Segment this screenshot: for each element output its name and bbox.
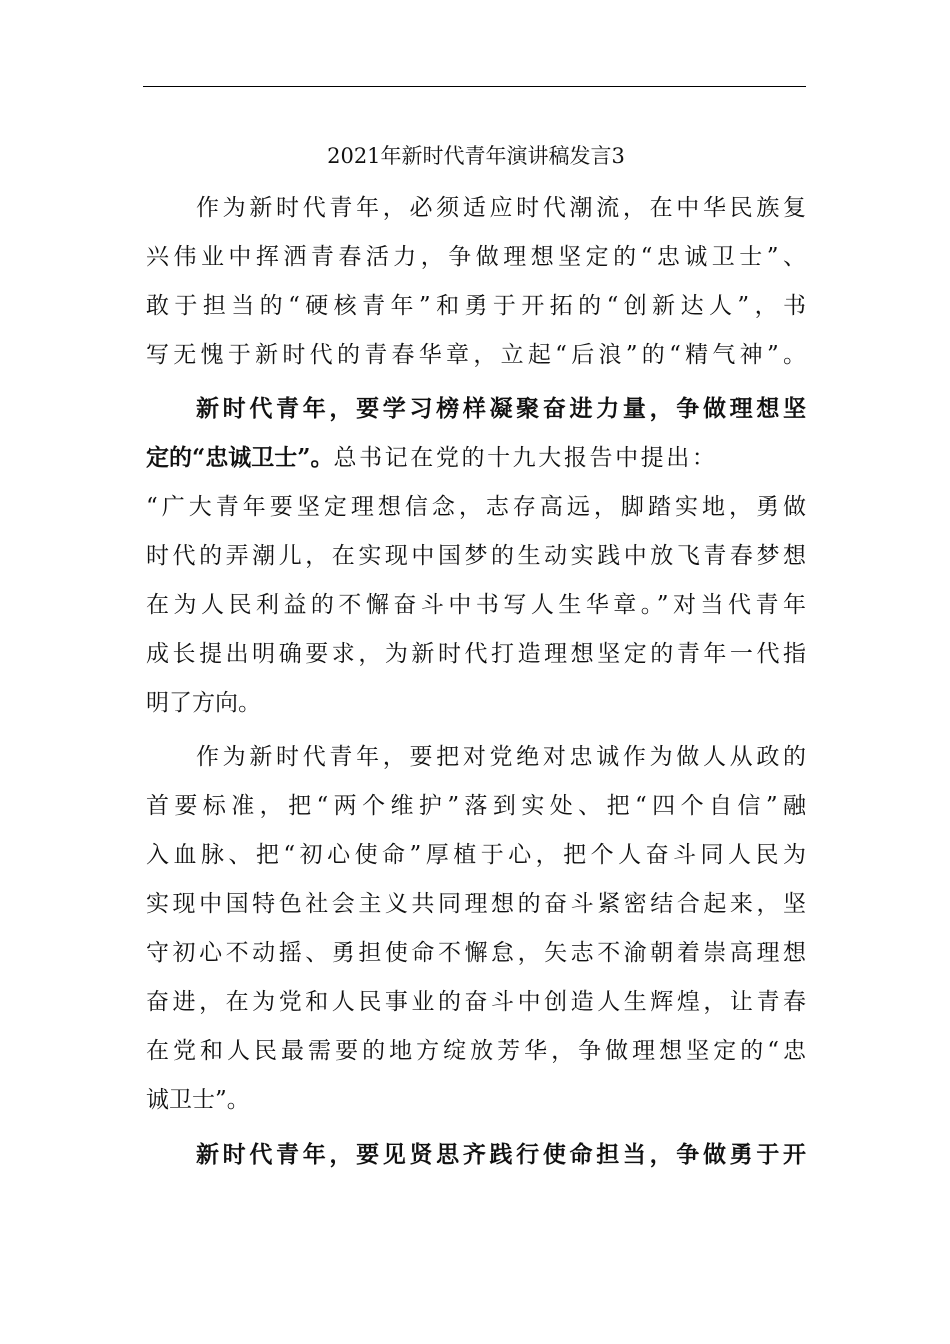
paragraph-line: 入血脉、把“初心使命”厚植于心，把个人奋斗同人民为 bbox=[146, 842, 806, 868]
paragraph-line: 诚卫士”。 bbox=[146, 1087, 250, 1113]
mixed-line bbox=[146, 443, 806, 473]
paragraph-text: 总书记在党的十九大报告中提出： bbox=[333, 445, 718, 471]
paragraph-line: 作为新时代青年，必须适应时代潮流，在中华民族复 bbox=[196, 195, 806, 221]
paragraph-line: 在党和人民最需要的地方绽放芳华，争做理想坚定的“忠 bbox=[146, 1038, 806, 1064]
paragraph-line: 首要标准，把“两个维护”落到实处、把“四个自信”融 bbox=[146, 793, 806, 819]
paragraph-line: 在为人民利益的不懈奋斗中书写人生华章。”对当代青年 bbox=[146, 592, 806, 618]
section-heading-tail: 定的“忠诚卫士”。 bbox=[146, 444, 334, 471]
paragraph-line: 敢于担当的“硬核青年”和勇于开拓的“创新达人”，书 bbox=[146, 293, 806, 319]
document-title: 2021年新时代青年演讲稿发言3 bbox=[327, 144, 625, 168]
paragraph-line: 兴伟业中挥洒青春活力，争做理想坚定的“忠诚卫士”、 bbox=[146, 244, 806, 270]
paragraph-line: 守初心不动摇、勇担使命不懈怠，矢志不渝朝着崇高理想 bbox=[146, 940, 806, 966]
paragraph-line: 奋进，在为党和人民事业的奋斗中创造人生辉煌，让青春 bbox=[146, 989, 806, 1015]
paragraph-line: 作为新时代青年，要把对党绝对忠诚作为做人从政的 bbox=[196, 744, 806, 770]
paragraph-line: 写无愧于新时代的青春华章，立起“后浪”的“精气神”。 bbox=[146, 342, 806, 368]
paragraph-line: 明了方向。 bbox=[146, 690, 261, 716]
paragraph-line: 成长提出明确要求，为新时代打造理想坚定的青年一代指 bbox=[146, 641, 806, 667]
section-heading-line: 新时代青年，要见贤思齐践行使命担当，争做勇于开 bbox=[196, 1141, 806, 1168]
paragraph-line: 时代的弄潮儿，在实现中国梦的生动实践中放飞青春梦想 bbox=[146, 543, 806, 569]
paragraph-line: 实现中国特色社会主义共同理想的奋斗紧密结合起来，坚 bbox=[146, 891, 806, 917]
section-heading-line: 新时代青年，要学习榜样凝聚奋进力量，争做理想坚 bbox=[196, 395, 806, 422]
paragraph-line: “广大青年要坚定理想信念，志存高远，脚踏实地，勇做 bbox=[146, 494, 806, 520]
header-rule bbox=[143, 86, 806, 87]
